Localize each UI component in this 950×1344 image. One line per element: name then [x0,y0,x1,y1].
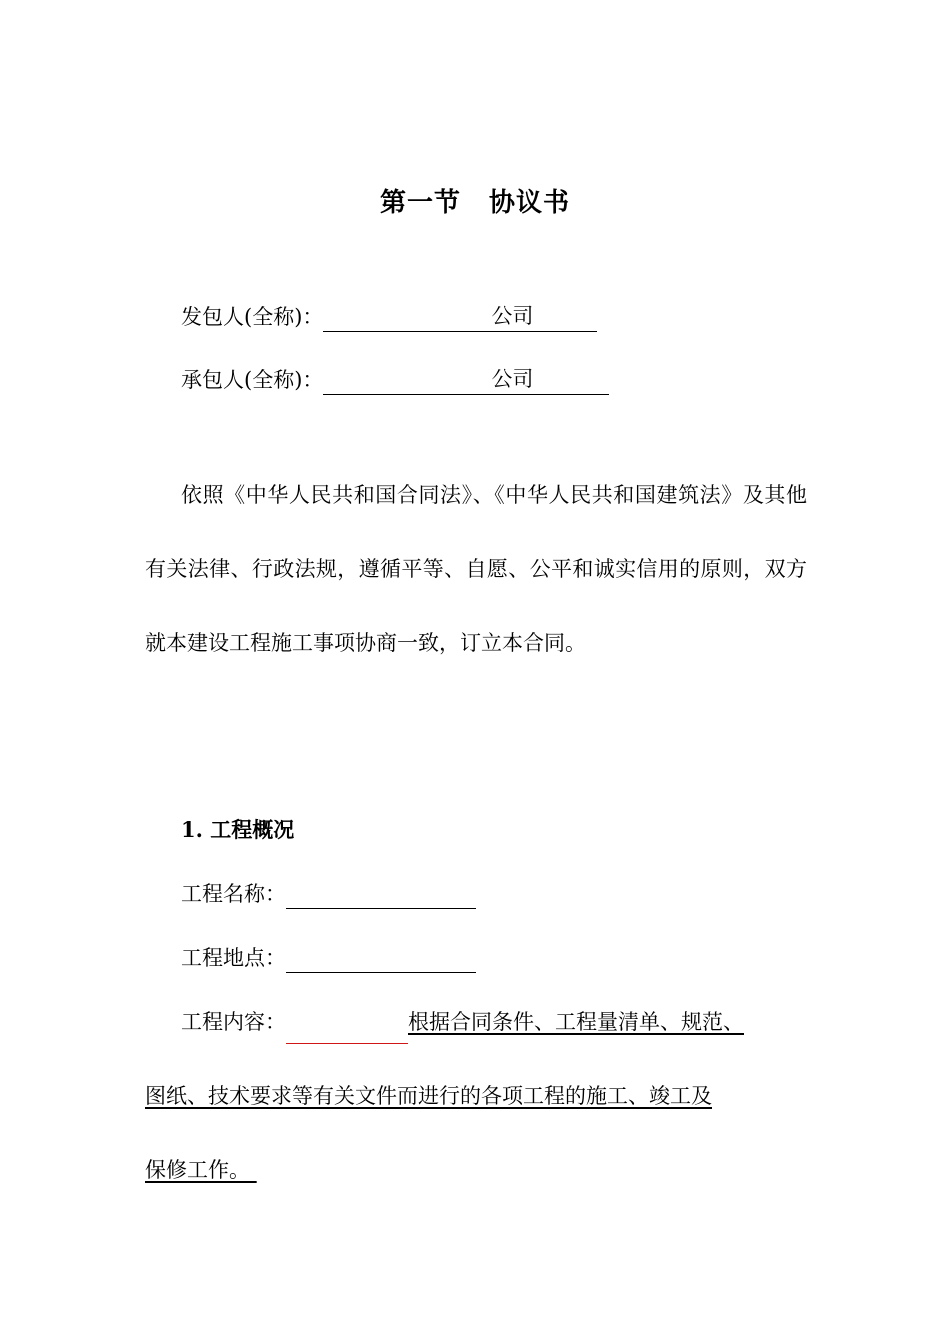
project-name-line [181,879,476,909]
project-location-line [181,943,476,973]
project-content-row-2 [145,1074,712,1118]
contractor-value: 公司 [491,367,534,391]
project-location-label: 工程地点： [181,946,286,970]
employer-value: 公司 [491,304,534,328]
contractor-field [323,367,609,395]
employer-label: 发包人(全称)： [181,305,324,329]
contractor-line [181,365,609,395]
project-name-label: 工程名称： [181,882,286,906]
project-content-red-blank [286,1017,408,1044]
title-section-number: 第一节 [379,188,461,218]
project-content-text-3: 保修工作。 [145,1158,250,1182]
employer-field [323,304,597,332]
section-heading: 1. 工程概况 [181,817,295,842]
employer-line [181,302,597,332]
project-location-field [286,948,476,973]
project-name-field [286,884,476,909]
page-title [0,182,950,219]
project-content-row-3 [145,1148,257,1192]
project-content-text-1: 根据合同条件、工程量清单、规范、 [408,1010,744,1034]
project-content-text-2: 图纸、技术要求等有关文件而进行的各项工程的施工、竣工及 [145,1084,712,1108]
project-content-row-1 [181,1000,744,1044]
title-text: 协议书 [489,188,571,218]
preamble-paragraph: 依照《中华人民共和国合同法》、《中华人民共和国建筑法》及其他有关法律、行政法规，遵循平等、自愿、公平和诚实信用的原则，双方就本建设工程施工事项协商一致，订立本合同。 [145,483,807,655]
project-content-label: 工程内容： [181,1010,286,1034]
contractor-label: 承包人(全称)： [181,368,324,392]
